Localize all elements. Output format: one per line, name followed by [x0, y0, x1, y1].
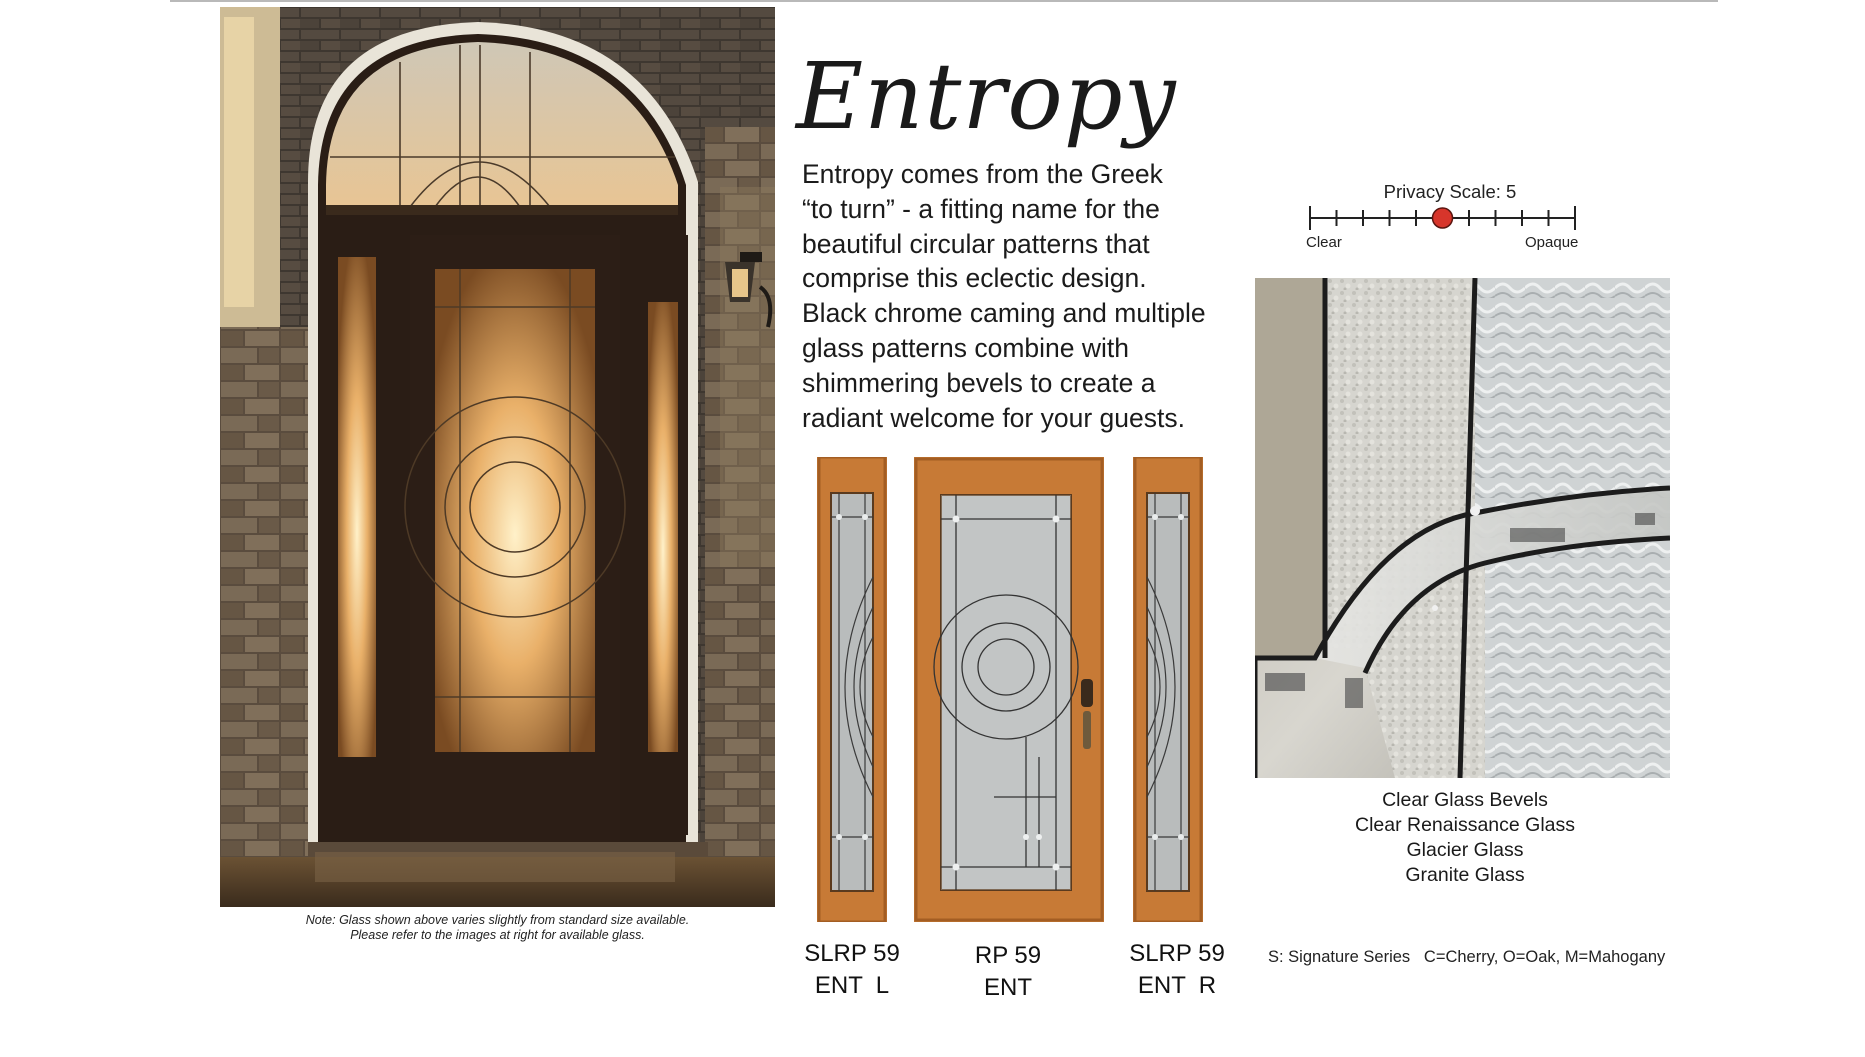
privacy-scale-track: [1300, 204, 1600, 234]
note-line-1: Note: Glass shown above varies slightly from standard size available.: [305, 913, 690, 927]
description-line: glass patterns combine with: [802, 332, 1129, 363]
privacy-scale-title: Privacy Scale: 5: [1383, 181, 1517, 202]
door-label-line-2: ENT R: [1137, 972, 1217, 999]
privacy-scale: [1300, 180, 1600, 260]
description-line: Black chrome caming and multiple: [802, 298, 1206, 329]
glass-types-list: [1260, 788, 1670, 888]
door-label-left: [790, 938, 914, 1002]
door-label-line-1: SLRP 59: [1129, 940, 1225, 967]
door-label-right: [1115, 938, 1239, 1002]
privacy-scale-max: Opaque: [1525, 234, 1579, 251]
description-line: Entropy comes from the Greek: [802, 159, 1163, 189]
glass-type-item: Clear Renaissance Glass: [1354, 814, 1575, 836]
door-label-line-1: SLRP 59: [804, 940, 900, 967]
photo-note: [220, 913, 775, 943]
sidelite-left-image: [817, 457, 887, 927]
door-label-line-2: ENT: [984, 974, 1032, 1001]
description-line: shimmering bevels to create a: [802, 367, 1156, 398]
glass-closeup-image: [1255, 278, 1670, 778]
description-line: comprise this eclectic design.: [802, 263, 1147, 294]
hero-entry-photo: [220, 7, 775, 907]
main-door-image: [914, 457, 1104, 927]
description-line: “to turn” - a fitting name for the: [802, 193, 1160, 224]
door-label-center: [946, 940, 1070, 1004]
privacy-scale-min: Clear: [1306, 234, 1342, 251]
description-line: beautiful circular patterns that: [802, 228, 1150, 259]
description-line: radiant welcome for your guests.: [802, 402, 1185, 433]
note-line-2: Please refer to the images at right for available glass.: [350, 928, 645, 942]
glass-type-item: Glacier Glass: [1406, 839, 1524, 861]
finish-legend: S: Signature Series C=Cherry, O=Oak, M=Mahogany: [1268, 948, 1666, 966]
glass-type-item: Clear Glass Bevels: [1382, 789, 1548, 811]
privacy-scale-marker: [1433, 208, 1453, 228]
sidelite-right-image: [1133, 457, 1203, 927]
glass-type-item: Granite Glass: [1405, 864, 1525, 886]
page-title: Entropy: [796, 43, 1177, 150]
door-label-line-1: RP 59: [974, 942, 1042, 969]
description: [802, 157, 1242, 435]
door-label-line-2: ENT L: [814, 972, 890, 999]
top-rule: [170, 0, 1718, 2]
